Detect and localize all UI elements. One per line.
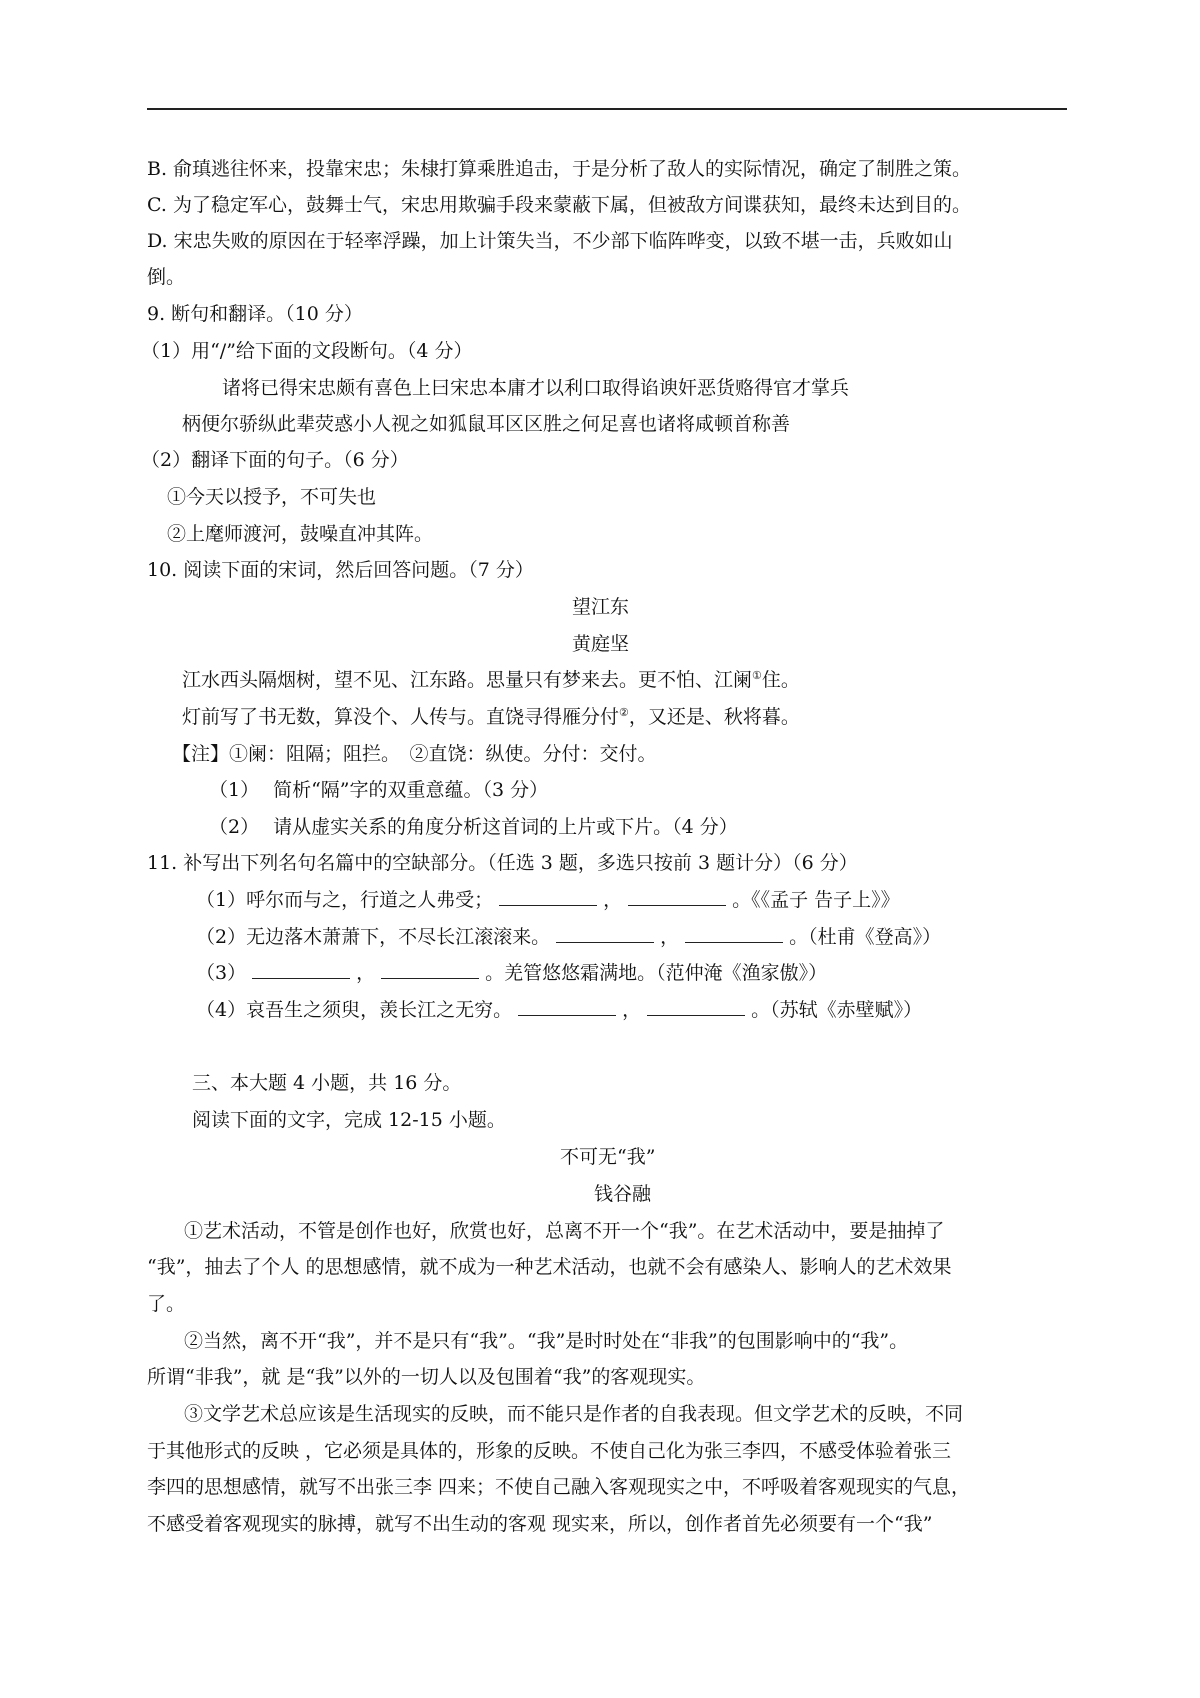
- q9-sentence1: ①今天以授予，不可失也: [167, 486, 377, 508]
- answer-blank[interactable]: [628, 887, 726, 906]
- q11-title: 11. 补写出下列名句名篇中的空缺部分。（任选 3 题，多选只按前 3 题计分）（6 分）: [147, 852, 858, 874]
- q11-item4-sep: ，: [622, 999, 642, 1021]
- option-d-line1: D. 宋忠失败的原因在于轻率浮躁，加上计策失当，不少部下临阵哗变，以致不堪一击，兵败如山: [147, 230, 953, 252]
- q11-item1-sep: ，: [603, 889, 623, 911]
- poem-line1-end: 住。: [761, 669, 800, 691]
- poem-line1: [182, 667, 800, 693]
- paragraph-2-line2: 所谓“非我”，就 是“我”以外的一切人以及包围着“我”的客观现实。: [147, 1366, 706, 1388]
- q11-item1-text: （1）呼尔而与之，行道之人弗受；: [196, 889, 494, 911]
- q11-item4-text: （4）哀吾生之须臾，羡长江之无穷。: [196, 999, 513, 1021]
- answer-blank[interactable]: [685, 924, 783, 943]
- answer-blank[interactable]: [556, 924, 654, 943]
- paragraph-3-line2: 于其他形式的反映 ，它必须是具体的，形象的反映。不使自己化为张三李四，不感受体验着张三: [147, 1440, 952, 1462]
- paragraph-2-line1: ②当然，离不开“我”，并不是只有“我”。“我”是时时处在“非我”的包围影响中的“我”。: [184, 1330, 909, 1352]
- poem-notes: 【注】①阑：阻隔；阻拦。 ②直饶：纵使。分付：交付。: [172, 743, 657, 765]
- q11-item4-end: 。（苏轼《赤壁赋》）: [751, 999, 923, 1021]
- note-marker-2: ②: [619, 706, 629, 719]
- poem-author: 黄庭坚: [572, 633, 630, 655]
- section-instruction: 阅读下面的文字，完成 12-15 小题。: [192, 1109, 506, 1131]
- option-d-line2: 倒。: [147, 266, 186, 288]
- answer-blank[interactable]: [518, 997, 616, 1016]
- q9-title: 9. 断句和翻译。（10 分）: [147, 303, 363, 325]
- q9-part1: （1）用“/”给下面的文段断句。（4 分）: [141, 340, 473, 362]
- poem-line2-end: ，又还是、秋将暮。: [628, 706, 800, 728]
- q11-item3-text: （3）: [196, 962, 247, 984]
- paragraph-3-line3: 李四的思想感情，就写不出张三李 四来；不使自己融入客观现实之中，不呼吸着客观现实的气息，: [147, 1476, 971, 1498]
- q10-sub1: [209, 777, 548, 803]
- q11-item1: [196, 887, 900, 913]
- q11-item3: [196, 960, 827, 986]
- q11-item1-end: 。《《孟子 告子上》》: [732, 889, 900, 911]
- q10-sub2-text: 请从虚实关系的角度分析这首词的上片或下片。（4 分）: [273, 816, 738, 838]
- q9-text-line1: 诸将已得宋忠颇有喜色上曰宋忠本庸才以利口取得谄谀奸恶货赂得官才掌兵: [222, 377, 850, 399]
- option-b: B. 俞瑱逃往怀来，投靠宋忠；朱棣打算乘胜追击，于是分析了敌人的实际情况，确定了制胜之策。: [147, 158, 972, 180]
- q11-item3-sep: ，: [356, 962, 376, 984]
- q10-sub2: [209, 814, 738, 840]
- poem-line2-text: 灯前写了书无数，算没个、人传与。直饶寻得雁分付: [182, 706, 620, 728]
- answer-blank[interactable]: [381, 960, 479, 979]
- header-rule: [147, 108, 1067, 110]
- paragraph-3-line4: 不感受着客观现实的脉搏，就写不出生动的客观 现实来，所以，创作者首先必须要有一个“我”: [147, 1513, 933, 1535]
- paragraph-1-line1: ①艺术活动，不管是创作也好，欣赏也好，总离不开一个“我”。在艺术活动中，要是抽掉了: [184, 1220, 945, 1242]
- q9-part2: （2）翻译下面的句子。（6 分）: [141, 449, 409, 471]
- section-heading: 三、本大题 4 小题，共 16 分。: [192, 1072, 462, 1094]
- q11-item2: [196, 924, 941, 950]
- answer-blank[interactable]: [647, 997, 745, 1016]
- q11-item2-sep: ，: [660, 926, 680, 948]
- note-marker-1: ①: [752, 669, 762, 682]
- q11-item2-end: 。（杜甫《登高》）: [789, 926, 942, 948]
- paragraph-1-line2: “我”，抽去了个人 的思想感情，就不成为一种艺术活动，也就不会有感染人、影响人的艺术效果: [147, 1256, 952, 1278]
- q10-sub2-number: （2）: [209, 816, 260, 838]
- paragraph-3-line1: ③文学艺术总应该是生活现实的反映，而不能只是作者的自我表现。但文学艺术的反映，不同: [184, 1403, 964, 1425]
- q9-text-line2: 柄便尔骄纵此辈荧惑小人视之如狐鼠耳区区胜之何足喜也诸将咸顿首称善: [182, 413, 791, 435]
- poem-line1-text: 江水西头隔烟树，望不见、江东路。思量只有梦来去。更不怕、江阑: [182, 669, 753, 691]
- essay-author: 钱谷融: [594, 1183, 652, 1205]
- q11-item4: [196, 997, 922, 1023]
- essay-title: 不可无“我”: [560, 1146, 656, 1168]
- q10-sub1-number: （1）: [209, 779, 260, 801]
- answer-blank[interactable]: [252, 960, 350, 979]
- q10-title: 10. 阅读下面的宋词，然后回答问题。（7 分）: [147, 559, 534, 581]
- option-c: C. 为了稳定军心，鼓舞士气，宋忠用欺骗手段来蒙蔽下属，但被敌方间谍获知，最终未达到目的。: [147, 194, 971, 216]
- paragraph-1-line3: 了。: [147, 1293, 186, 1315]
- q11-item2-text: （2）无边落木萧萧下，不尽长江滚滚来。: [196, 926, 551, 948]
- q10-sub1-text: 简析“隔”字的双重意蕴。（3 分）: [273, 779, 549, 801]
- poem-title: 望江东: [572, 596, 630, 618]
- answer-blank[interactable]: [499, 887, 597, 906]
- q11-item3-end: 。羌管悠悠霜满地。（范仲淹《渔家傲》）: [485, 962, 828, 984]
- poem-line2: [182, 704, 800, 730]
- q9-sentence2: ②上麾师渡河，鼓噪直冲其阵。: [167, 523, 434, 545]
